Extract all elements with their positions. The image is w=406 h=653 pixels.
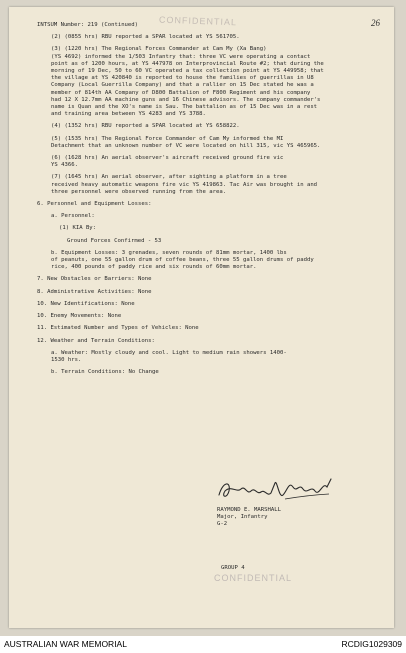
- paragraph: [37, 276, 377, 283]
- paragraph-list: [37, 34, 377, 376]
- text-line: the village at YS 420840 is reported to house the families of guerrillas in U8: [51, 75, 314, 82]
- text-line: morning of 19 Dec, 50 to 60 VC operated a tax collection point at YS 449958; that: [51, 68, 324, 75]
- text-line: b. Terrain Conditions: No Change: [51, 369, 159, 376]
- archive-reference: RCDIG1029309: [341, 639, 402, 649]
- text-line: three personnel were observed running from the area.: [51, 188, 227, 195]
- paragraph: [37, 313, 377, 320]
- text-line: 10. Enemy Movements: None: [37, 313, 122, 320]
- text-line: and training area between YS 4283 and YS 3788.: [51, 111, 206, 118]
- classification-stamp-top: CONFIDENTIAL: [158, 14, 238, 28]
- document-body: [37, 22, 377, 376]
- text-line: point as of 1200 hours, at YS 447978 on Interprovincial Route #2; that during the: [51, 60, 324, 67]
- paragraph: [37, 174, 377, 196]
- text-line: (2) (0855 hrs) RBU reported a SPAR located at YS 561705.: [51, 34, 240, 41]
- text-line: (5) (1535 hrs) The Regional Force Commander of Cam My informed the MI: [51, 135, 284, 142]
- text-line: (6) (1628 hrs) An aerial observer's aircraft received ground fire vic: [51, 155, 284, 162]
- text-line: member of 814th AA Company of D800 Battalion of F800 Regiment and his company: [51, 89, 311, 96]
- paragraph: [37, 136, 377, 150]
- paragraph: [37, 213, 377, 220]
- text-line: received heavy automatic weapons fire vic YS 419863. Tac Air was brought in and: [51, 181, 318, 188]
- paragraph: [37, 46, 377, 118]
- text-line: 6. Personnel and Equipment Losses:: [37, 201, 152, 208]
- paragraph: [37, 201, 377, 208]
- text-line: (4) (1352 hrs) RBU reported a SPAR located at YS 658822.: [51, 123, 240, 130]
- paragraph: [37, 238, 377, 245]
- text-line: (3) (1220 hrs) The Regional Forces Commander at Cam My (Xa Bang): [51, 46, 267, 53]
- text-line: Ground Forces Confirmed - 53: [67, 237, 162, 244]
- text-line: name is Quan and the XO's name is Sau. The battalion as of 15 Dec was in a rest: [51, 104, 318, 111]
- text-line: a. Personnel:: [51, 213, 95, 220]
- text-line: of peanuts, one 55 gallon drum of coffee beans, three 55 gallon drums of paddy: [51, 257, 314, 264]
- text-line: had 12 X 12.7mm AA machine guns and 16 Chinese advisors. The company commander's: [51, 96, 321, 103]
- paragraph: [37, 301, 377, 308]
- text-line: 11. Estimated Number and Types of Vehicles: None: [37, 325, 199, 332]
- text-line: b. Equipment Losses: 3 grenades, seven rounds of 81mm mortar, 1400 lbs: [51, 249, 287, 256]
- paragraph: [37, 325, 377, 332]
- paragraph: [37, 338, 377, 345]
- group-marking: GROUP 4: [221, 565, 245, 571]
- page-number: 26: [371, 18, 380, 28]
- paragraph: [37, 155, 377, 169]
- archive-footer: [0, 636, 406, 653]
- text-line: 12. Weather and Terrain Conditions:: [37, 337, 155, 344]
- text-line: 1530 hrs.: [51, 356, 82, 363]
- text-line: YS 4366.: [51, 162, 78, 169]
- signatory-position: G-2: [217, 521, 228, 527]
- signature-block: [217, 507, 281, 528]
- document-page: [9, 7, 394, 628]
- text-line: Detachment that an unknown number of VC were located on hill 315, vic YS 465965.: [51, 142, 321, 149]
- archive-name: AUSTRALIAN WAR MEMORIAL: [4, 639, 127, 649]
- paragraph: [37, 250, 377, 272]
- text-line: rice, 400 pounds of paddy rice and six rounds of 60mm mortar.: [51, 264, 257, 271]
- document-header: INTSUM Number: 219 (Continued): [37, 22, 139, 28]
- classification-stamp-bottom: CONFIDENTIAL: [214, 573, 293, 583]
- text-line: 10. New Identifications: None: [37, 300, 135, 307]
- text-line: Company (Local Guerrilla Company) and that a rallier on 15 Dec stated he was a: [51, 82, 314, 89]
- paragraph: [37, 123, 377, 130]
- text-line: (YS 4692) informed the 1/503 Infantry that: three VC were operating a contact: [51, 53, 311, 60]
- signatory-rank: Major, Infantry: [217, 514, 268, 520]
- paragraph: [37, 34, 377, 41]
- text-line: 8. Administrative Activities: None: [37, 288, 152, 295]
- paragraph: [37, 350, 377, 364]
- text-line: a. Weather: Mostly cloudy and cool. Light to medium rain showers 1400-: [51, 349, 287, 356]
- paragraph: [37, 225, 377, 232]
- paragraph: [37, 289, 377, 296]
- text-line: 7. New Obstacles or Barriers: None: [37, 276, 152, 283]
- handwritten-signature: [213, 473, 343, 507]
- signatory-name: RAYMOND E. MARSHALL: [217, 507, 281, 513]
- text-line: (1) KIA By:: [59, 225, 97, 232]
- paragraph: [37, 369, 377, 376]
- text-line: (7) (1645 hrs) An aerial observer, after sighting a platform in a tree: [51, 174, 287, 181]
